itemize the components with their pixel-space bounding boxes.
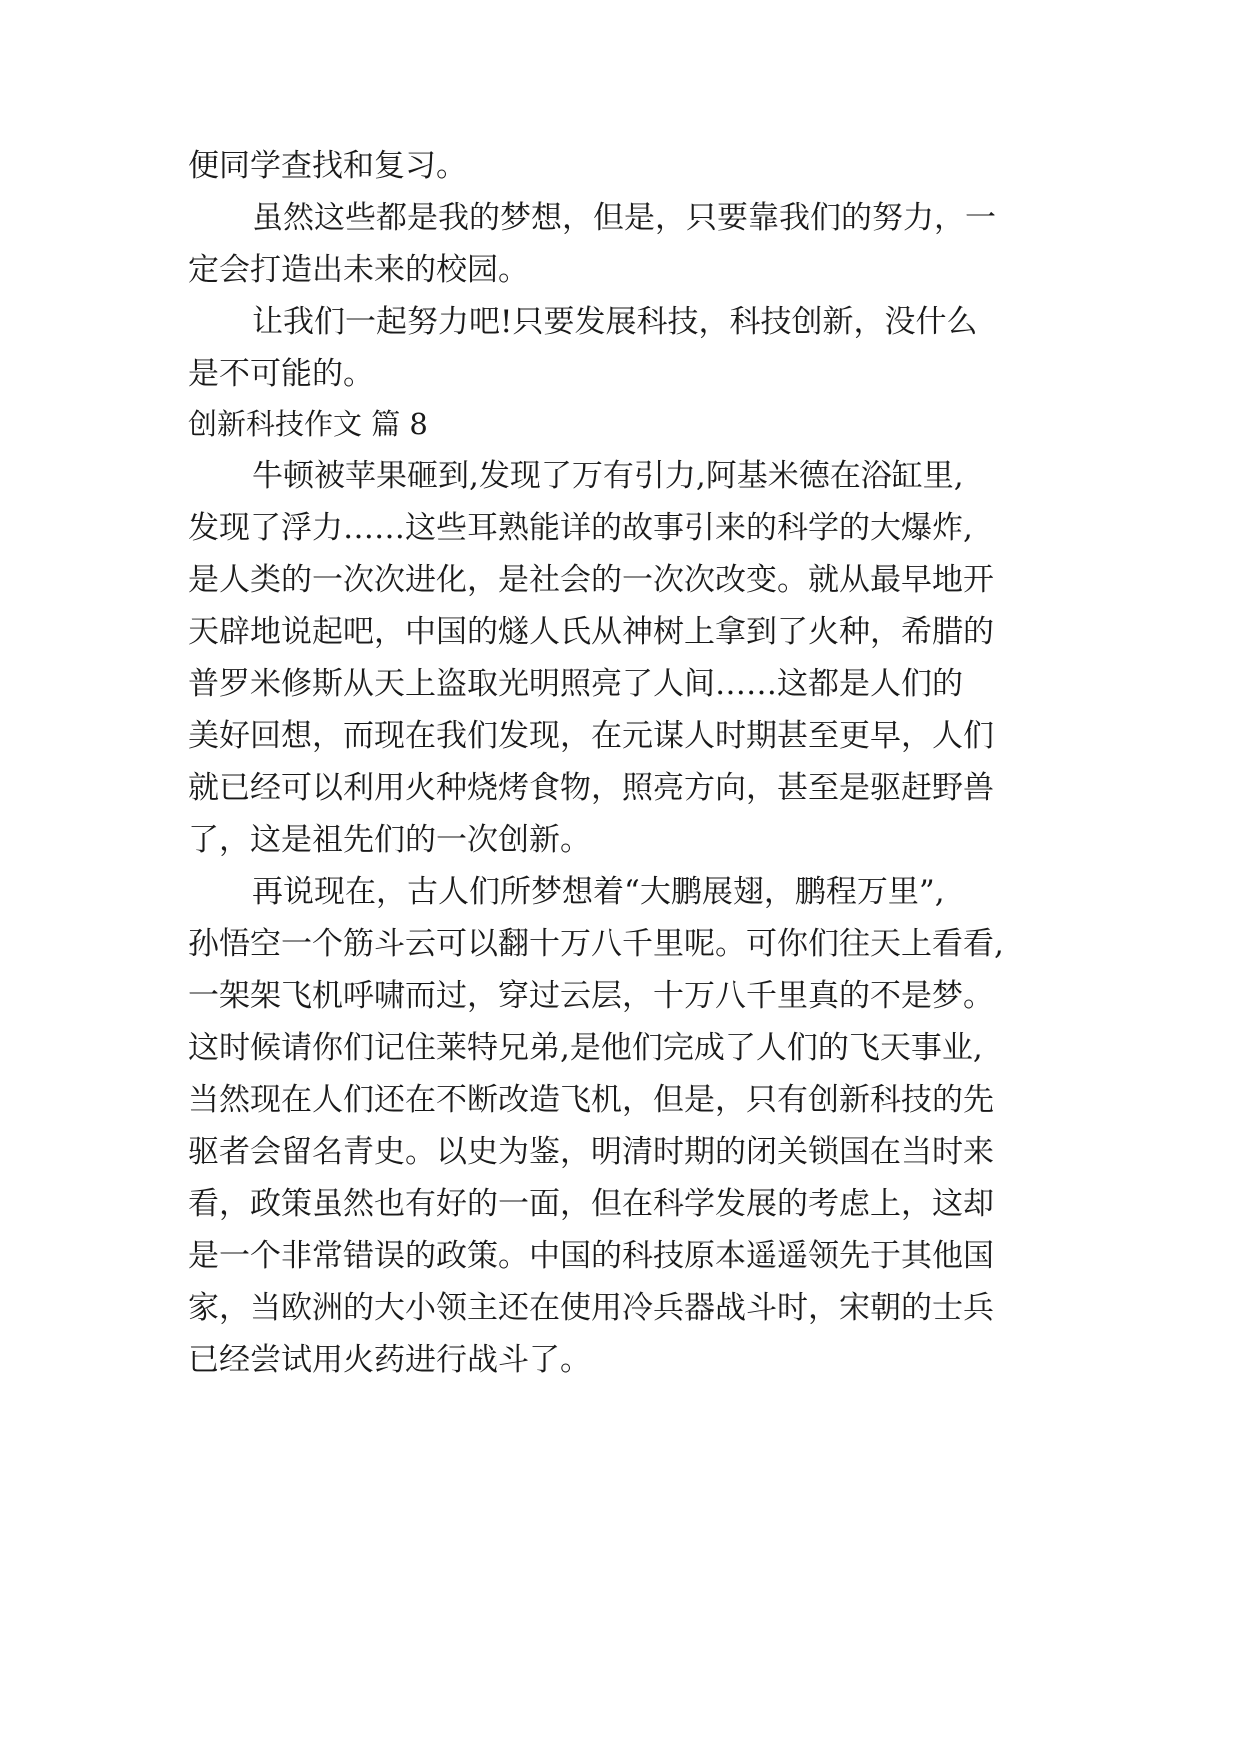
paragraph-line: 孙悟空一个筋斗云可以翻十万八千里呢。可你们往天上看看,: [188, 926, 1004, 962]
paragraph-line: 是人类的一次次进化，是社会的一次次改变。就从最早地开: [188, 562, 994, 598]
paragraph-line: 美好回想，而现在我们发现，在元谋人时期甚至更早，人们: [188, 718, 994, 754]
section-heading: 创新科技作文 篇 8: [188, 407, 428, 441]
paragraph-line: 家，当欧洲的大小领主还在使用冷兵器战斗时，宋朝的士兵: [188, 1290, 994, 1326]
paragraph-line: 普罗米修斯从天上盗取光明照亮了人间……这都是人们的: [188, 666, 963, 702]
paragraph-line: 发现了浮力……这些耳熟能详的故事引来的科学的大爆炸,: [188, 510, 973, 546]
paragraph-line: 牛顿被苹果砸到,发现了万有引力,阿基米德在浴缸里,: [252, 458, 964, 494]
paragraph-line: 虽然这些都是我的梦想，但是，只要靠我们的努力，一: [252, 200, 996, 236]
paragraph-line: 再说现在，古人们所梦想着“大鹏展翅，鹏程万里”,: [252, 874, 945, 910]
paragraph-line: 天辟地说起吧，中国的燧人氏从神树上拿到了火种，希腊的: [188, 614, 994, 650]
paragraph-line: 定会打造出未来的校园。: [188, 252, 529, 288]
paragraph-line: 已经尝试用火药进行战斗了。: [188, 1342, 591, 1378]
paragraph-line: 是一个非常错误的政策。中国的科技原本遥遥领先于其他国: [188, 1238, 994, 1274]
paragraph-line: 一架架飞机呼啸而过，穿过云层，十万八千里真的不是梦。: [188, 978, 994, 1014]
paragraph-line: 了，这是祖先们的一次创新。: [188, 822, 591, 858]
paragraph-line: 是不可能的。: [188, 356, 374, 392]
paragraph-line: 这时候请你们记住莱特兄弟,是他们完成了人们的飞天事业,: [188, 1030, 983, 1066]
paragraph-line: 驱者会留名青史。以史为鉴，明清时期的闭关锁国在当时来: [188, 1134, 994, 1170]
paragraph-line: 当然现在人们还在不断改造飞机，但是，只有创新科技的先: [188, 1082, 994, 1118]
paragraph-line: 让我们一起努力吧!只要发展科技，科技创新，没什么: [252, 304, 978, 340]
paragraph-line: 就已经可以利用火种烧烤食物，照亮方向，甚至是驱赶野兽: [188, 770, 994, 806]
paragraph-line: 看，政策虽然也有好的一面，但在科学发展的考虑上，这却: [188, 1186, 994, 1222]
paragraph-line: 便同学查找和复习。: [188, 148, 467, 184]
